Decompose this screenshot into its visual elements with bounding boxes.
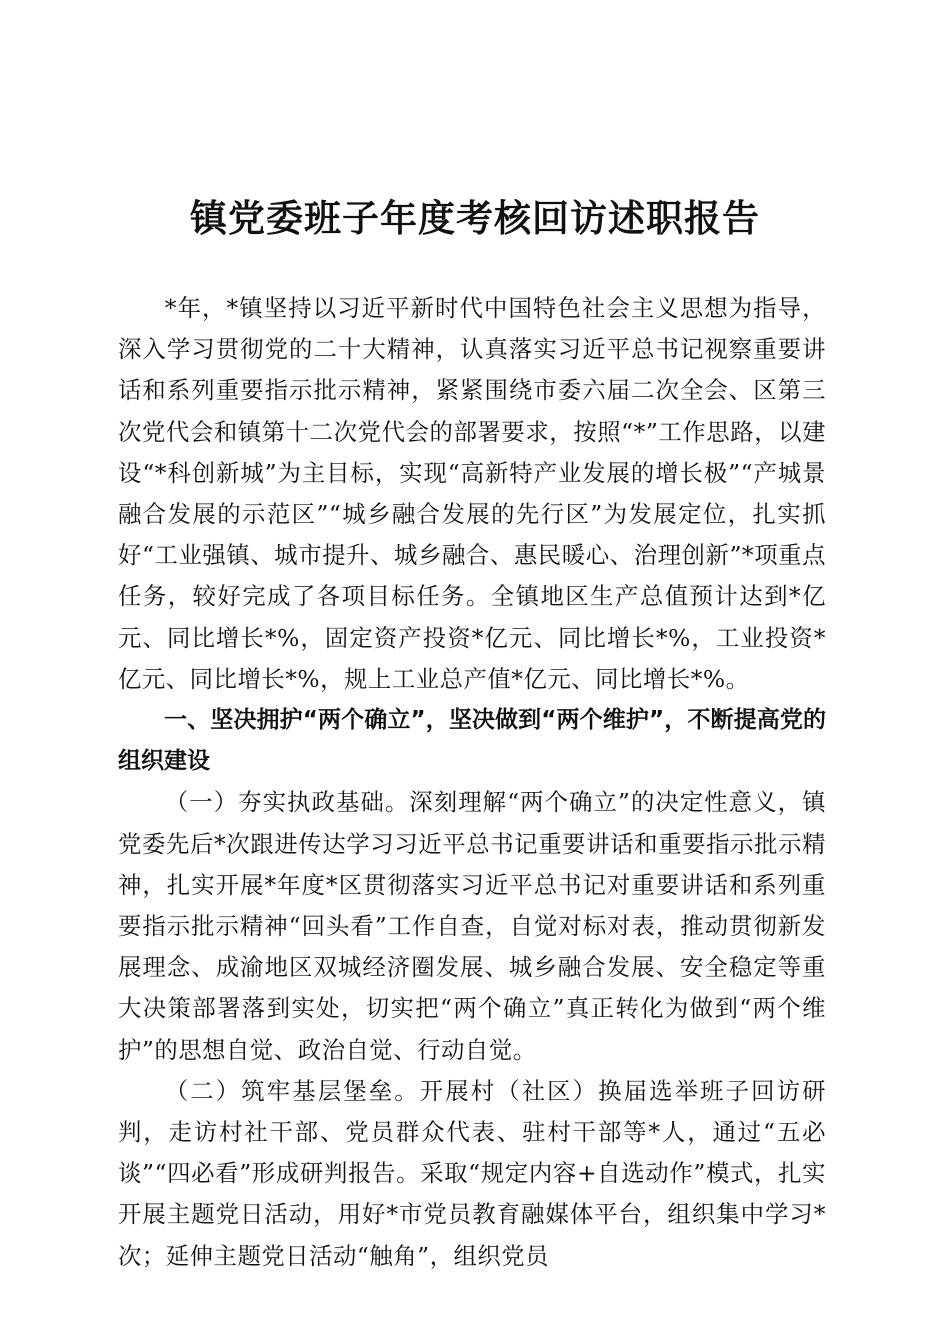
section-paragraph-1: （一）夯实执政基础。深刻理解“两个确立”的决定性意义，镇党委先后*次跟进传达学习习近平总书记重要讲话和重要指示批示精神，扎实开展*年度*区贯彻落实习近平总书记对重要讲话和系列重要指示批示精神“回头看”工作自查，自觉对标对表，推动贯彻新发展理念、成渝地区双城经济圈发展、城乡融合发展、安全稳定等重大决策部署落到实处，切实把“两个确立”真正转化为做到“两个维护”的思想自觉、政治自觉、行动自觉。	[118, 788, 826, 1064]
section-heading: 一、坚决拥护“两个确立”，坚决做到“两个维护”，不断提高党的组织建设	[118, 707, 826, 775]
document-title: 镇党委班子年度考核回访述职报告	[190, 196, 760, 240]
section-paragraph-2: （二）筑牢基层堡垒。开展村（社区）换届选举班子回访研判，走访村社干部、党员群众代表、驻村干部等*人，通过“五必谈”“四必看”形成研判报告。采取“规定内容+自选动作”模式，扎实开展主题党日活动，用好*市党员教育融媒体平台，组织集中学习*次；延伸主题党日活动“触角”，组织党员	[118, 1076, 826, 1270]
intro-paragraph: *年，*镇坚持以习近平新时代中国特色社会主义思想为指导，深入学习贯彻党的二十大精神，认真落实习近平总书记视察重要讲话和系列重要指示批示精神，紧紧围绕市委六届二次全会、区第三次党代会和镇第十二次党代会的部署要求，按照“*”工作思路，以建设“*科创新城”为主目标，实现“高新特产业发展的增长极”“产城景融合发展的示范区”“城乡融合发展的先行区”为发展定位，扎实抓好“工业强镇、城市提升、城乡融合、惠民暖心、治理创新”*项重点任务，较好完成了各项目标任务。全镇地区生产总值预计达到*亿元、同比增长*%，固定资产投资*亿元、同比增长*%，工业投资*亿元、同比增长*%，规上工业总产值*亿元、同比增长*%。	[118, 294, 826, 693]
document-body	[118, 288, 826, 1277]
